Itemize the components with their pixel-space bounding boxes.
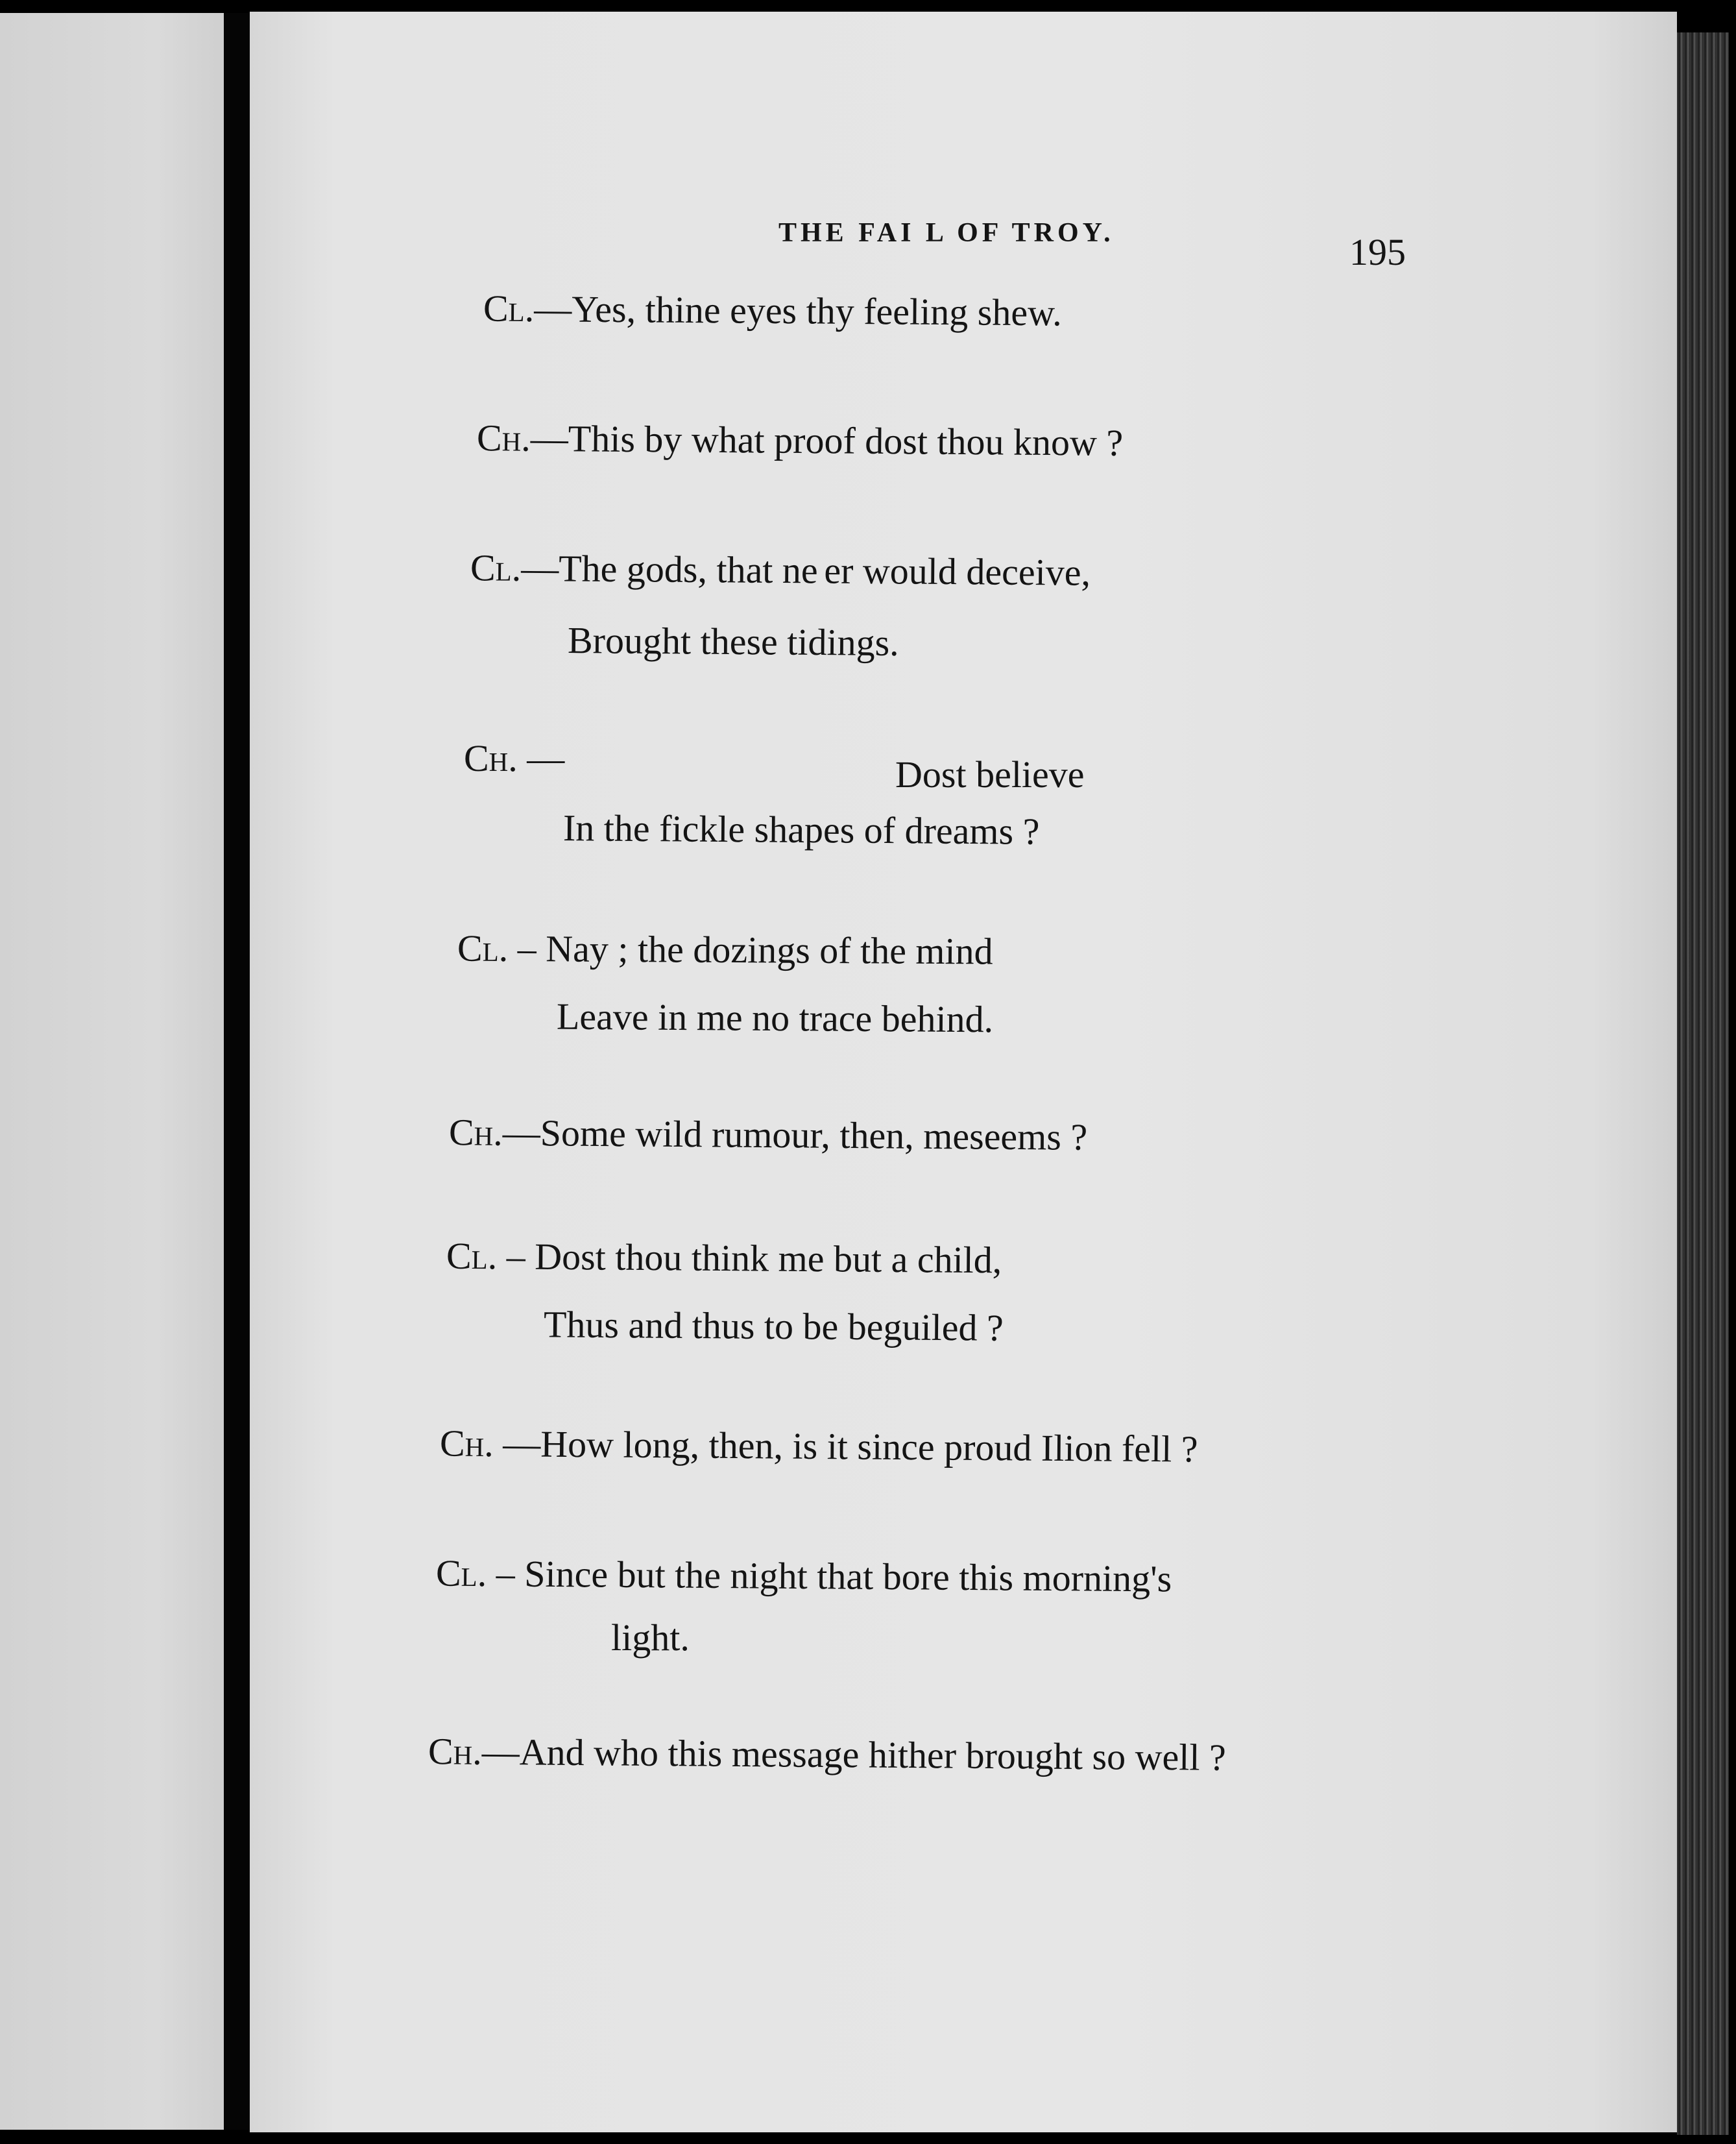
continuation-line: Brought these tidings.: [567, 618, 899, 664]
page-number: 195: [1349, 231, 1406, 273]
speaker-label: Ch.: [439, 1422, 494, 1465]
dialogue-line: [464, 737, 564, 780]
dialogue-line: [440, 1421, 1198, 1470]
dialogue-line: [470, 546, 1091, 594]
dialogue-line: [428, 1729, 1226, 1779]
line-text: —Some wild rumour, then, meseems ?: [502, 1111, 1088, 1158]
dialogue-line: [436, 1552, 1172, 1601]
speaker-label: Ch.: [476, 417, 531, 459]
line-text: —The gods, that ne er would deceive,: [520, 546, 1091, 594]
line-text-right: Dost believe: [895, 753, 1085, 796]
dialogue-line: [457, 926, 993, 973]
line-text: – Nay ; the dozings of the mind: [508, 927, 993, 973]
line-text: —How long, then, is it since proud Ilion fell ?: [493, 1422, 1198, 1470]
line-text: – Dost thou think me but a child,: [496, 1235, 1002, 1282]
line-text: —Yes, thine eyes thy feeling shew.: [533, 287, 1062, 334]
line-text: —This by what proof dost thou know ?: [530, 417, 1124, 464]
dialogue-line: [446, 1234, 1002, 1282]
speaker-label: Ch.: [448, 1111, 503, 1154]
speaker-label: Cl.: [470, 546, 522, 589]
speaker-label: Ch.: [428, 1730, 483, 1773]
line-text: —: [517, 737, 565, 779]
line-text: —And who this message hither brought so well ?: [481, 1730, 1226, 1779]
speaker-label: Cl.: [435, 1552, 487, 1595]
continuation-line: Leave in me no trace behind.: [556, 995, 994, 1041]
continuation-line: light.: [611, 1616, 690, 1659]
running-title: THE FAI L OF TROY.: [778, 218, 1115, 248]
speaker-label: Cl.: [483, 287, 535, 330]
dialogue-line: [449, 1110, 1088, 1159]
dialogue-line: [483, 286, 1062, 334]
continuation-line: Thus and thus to be beguiled ?: [543, 1303, 1004, 1349]
line-text: – Since but the night that bore this morning's: [486, 1552, 1172, 1600]
dialogue-line: [477, 416, 1124, 465]
speaker-label: Ch.: [464, 737, 518, 779]
speaker-label: Cl.: [457, 927, 509, 969]
speaker-label: Cl.: [446, 1234, 498, 1278]
continuation-line: In the fickle shapes of dreams ?: [562, 807, 1040, 853]
